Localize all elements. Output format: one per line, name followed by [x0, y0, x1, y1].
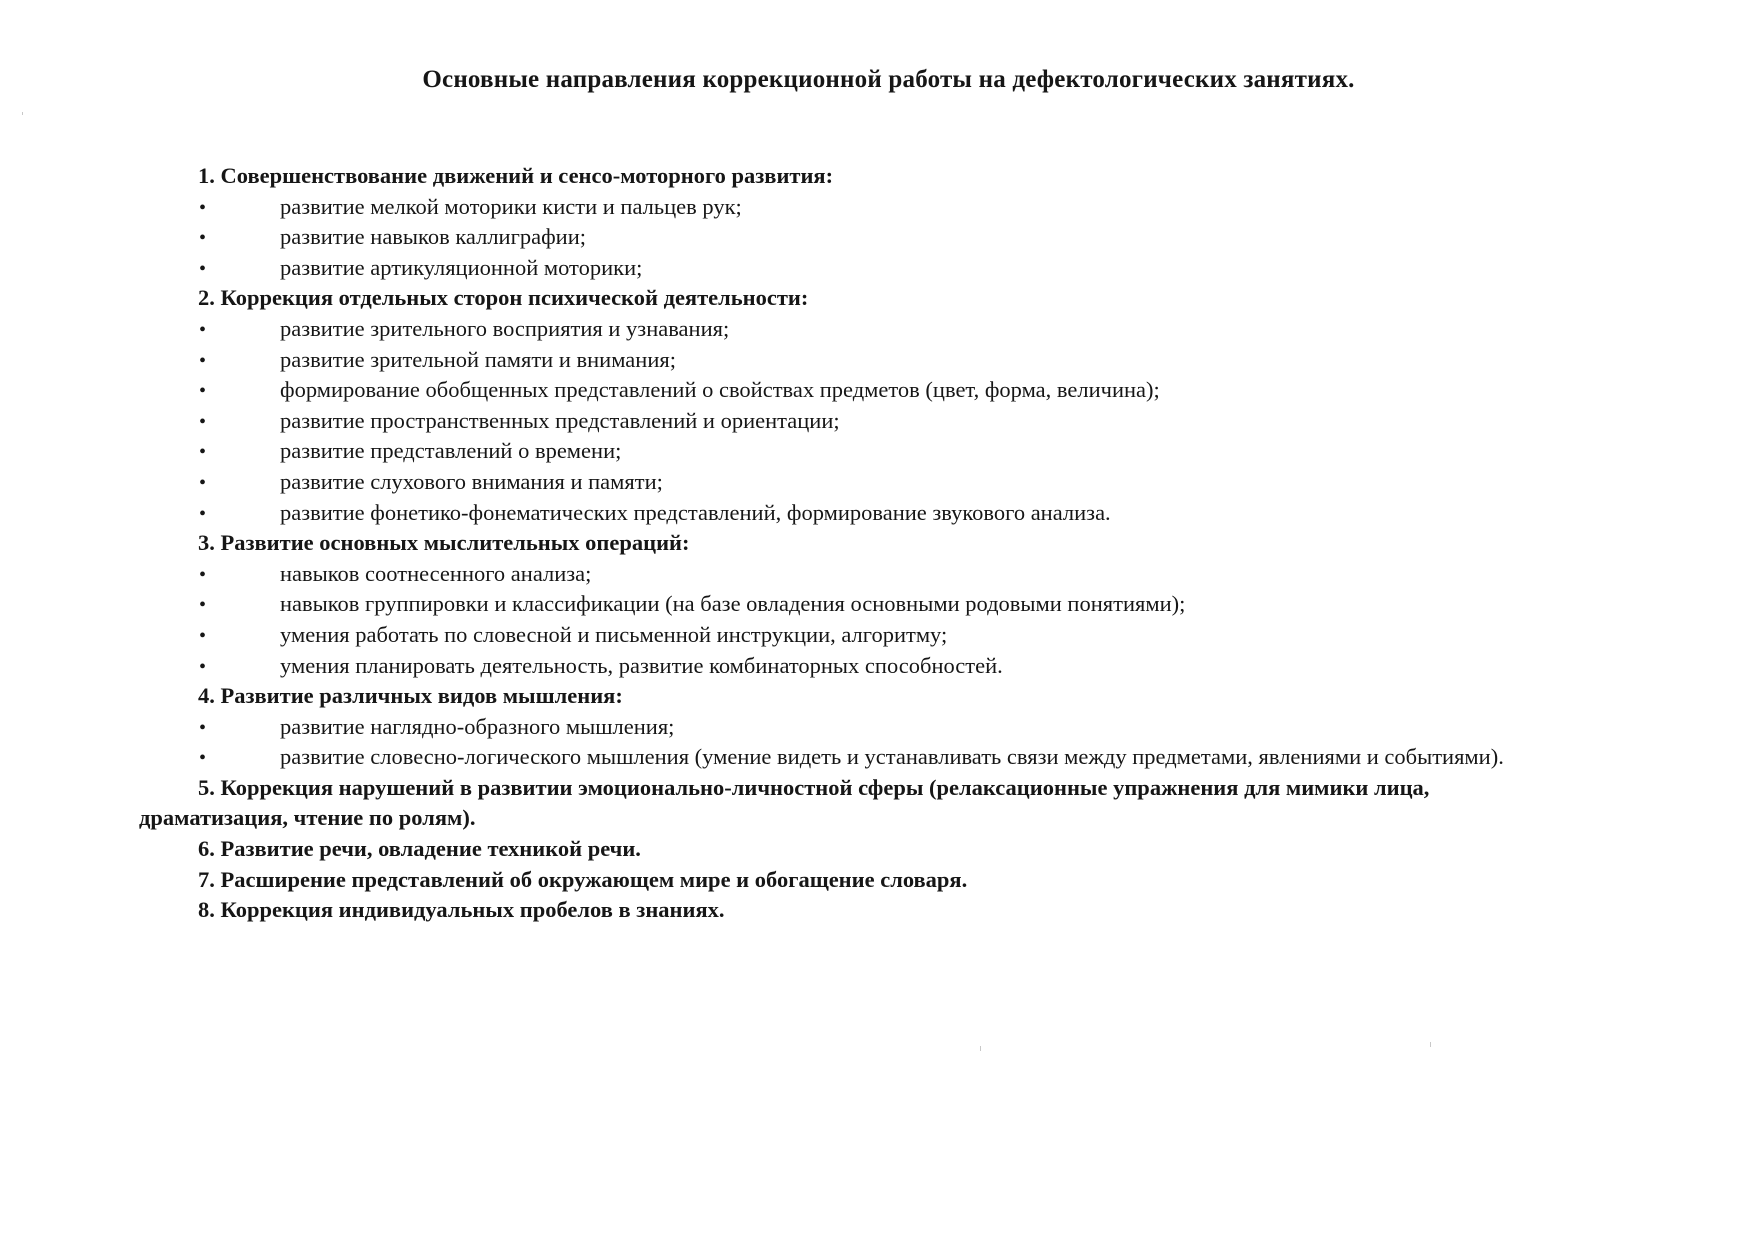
- list-item: [0, 651, 1753, 682]
- list-item-text: умения планировать деятельность, развитие комбинаторных способностей.: [280, 652, 1003, 678]
- list-item: [0, 406, 1753, 437]
- list-item-text: развитие мелкой моторики кисти и пальцев рук;: [280, 193, 742, 219]
- scan-artifact: [22, 112, 23, 115]
- list-item-text: развитие фонетико-фонематических представлений, формирование звукового анализа.: [280, 499, 1111, 525]
- scan-artifact: [980, 1046, 981, 1051]
- section-5-heading: 5. Коррекция нарушений в развитии эмоционально-личностной сферы (релаксационные упражнения для мимики лица,: [198, 774, 1430, 800]
- bullet-icon: •: [199, 563, 207, 586]
- list-item: [0, 742, 1753, 773]
- bullet-icon: •: [199, 196, 207, 219]
- list-item: [0, 589, 1753, 620]
- list-item-text: навыков группировки и классификации (на базе овладения основными родовыми понятиями);: [280, 591, 1186, 617]
- bullet-icon: •: [199, 655, 207, 678]
- section-8-heading: 8. Коррекция индивидуальных пробелов в знаниях.: [198, 897, 725, 923]
- list-item-text: развитие представлений о времени;: [280, 438, 622, 464]
- list-item: [0, 192, 1753, 223]
- list-item: [0, 467, 1753, 498]
- document-body: [0, 161, 1753, 926]
- list-item-text: формирование обобщенных представлений о свойствах предметов (цвет, форма, величина);: [280, 377, 1160, 403]
- list-item-text: развитие наглядно-образного мышления;: [280, 713, 675, 739]
- bullet-icon: •: [199, 594, 207, 617]
- list-item: [0, 253, 1753, 284]
- section-2-heading: 2. Коррекция отдельных сторон психической деятельности:: [198, 285, 809, 311]
- bullet-icon: •: [199, 441, 207, 464]
- list-item-text: развитие словесно-логического мышления (умение видеть и устанавливать связи между предметами, явлениями и событиями).: [280, 744, 1504, 770]
- list-item-text: навыков соотнесенного анализа;: [280, 560, 592, 586]
- section-6-heading: 6. Развитие речи, овладение техникой речи.: [198, 836, 641, 862]
- list-item-text: развитие зрительной памяти и внимания;: [280, 346, 676, 372]
- list-item-text: умения работать по словесной и письменной инструкции, алгоритму;: [280, 621, 948, 647]
- section-5-heading-continued: драматизация, чтение по ролям).: [139, 805, 476, 831]
- scan-artifact: [1430, 1042, 1431, 1047]
- list-item-text: развитие артикуляционной моторики;: [280, 254, 643, 280]
- section-4-heading: 4. Развитие различных видов мышления:: [198, 683, 623, 709]
- list-item: [0, 222, 1753, 253]
- list-item: [0, 712, 1753, 743]
- list-item: [0, 620, 1753, 651]
- bullet-icon: •: [199, 410, 207, 433]
- bullet-icon: •: [199, 624, 207, 647]
- bullet-icon: •: [199, 318, 207, 341]
- list-item-text: развитие навыков каллиграфии;: [280, 224, 586, 250]
- bullet-icon: •: [199, 502, 207, 525]
- document-title: Основные направления коррекционной работы на дефектологических занятиях.: [422, 66, 1355, 93]
- section-1-heading: 1. Совершенствование движений и сенсо-моторного развития:: [198, 163, 834, 188]
- bullet-icon: •: [199, 349, 207, 372]
- bullet-icon: •: [199, 380, 207, 403]
- bullet-icon: •: [199, 471, 207, 494]
- list-item: [0, 345, 1753, 376]
- list-item-text: развитие зрительного восприятия и узнавания;: [280, 315, 730, 341]
- list-item-text: развитие пространственных представлений и ориентации;: [280, 407, 840, 433]
- list-item: [0, 559, 1753, 590]
- list-item-text: развитие слухового внимания и памяти;: [280, 468, 663, 494]
- list-item: [0, 375, 1753, 406]
- list-item: [0, 314, 1753, 345]
- section-3-heading: 3. Развитие основных мыслительных операций:: [198, 530, 690, 556]
- section-7-heading: 7. Расширение представлений об окружающем мире и обогащение словаря.: [198, 866, 968, 892]
- bullet-icon: •: [199, 227, 207, 250]
- list-item: [0, 498, 1753, 529]
- bullet-icon: •: [199, 747, 207, 770]
- list-item: [0, 436, 1753, 467]
- bullet-icon: •: [199, 257, 207, 280]
- bullet-icon: •: [199, 716, 207, 739]
